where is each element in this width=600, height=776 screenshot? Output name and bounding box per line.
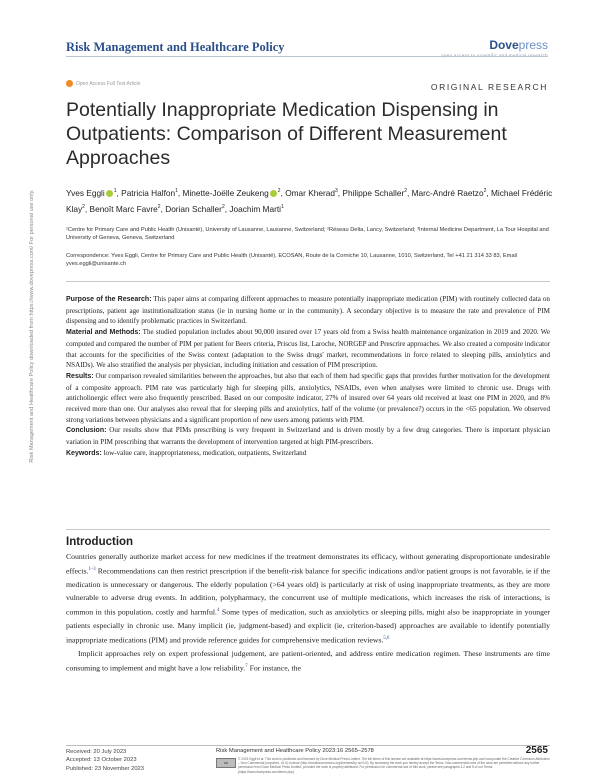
open-access-icon [66, 80, 73, 87]
author-name: Marc-André Raetzo [411, 187, 484, 198]
intro-p2-part-a: Implicit approaches rely on expert professional judgement, are patient-oriented, and address entire medication regimen. These instruments are time consuming to implement and might have a low reliability. [66, 649, 550, 673]
author[interactable] [285, 188, 338, 198]
purpose-label: Purpose of the Research: [66, 296, 152, 303]
keywords-label: Keywords: [66, 449, 102, 457]
open-access-badge [66, 80, 140, 87]
author-name: Benoît Marc Favre [89, 203, 158, 214]
citation-link[interactable]: 7 [245, 664, 248, 670]
intro-p1-part-c: Some types of medication, such as anxiolytics or sleeping pills, might also be inappropriate in younger patients especially in chronic use. Many implicit (ie, judgment-based) and explicit (ie, criterion-based) approaches are available to identify potentially inappropriate medications (PIM) and provide reference guides for comprehensive medication reviews. [66, 607, 551, 645]
results-text: Our comparison revealed similarities between the approaches, but also that each of them had specific gaps that provides further motivation for the development of a composite approach. PIM rate was particularly high for sleeping pills, anxiolytics, NSAIDs, even when analyses were limited to chronic use. Drugs with anticholinergic effect were also frequently prescribed. Based on our composite indicator, 27% of insured over 64 years old received at least one PIM in 2020, and 8% received more than one. Our analyses also reveal that for sleeping pills and anxiolytics, half of the volume (or prevalence?) occurs in the <65 population. We observed strong variations between physicians and a significant proportion of new users among patients with PIM. [66, 371, 550, 424]
open-access-label: Open Access Full Text Article [76, 80, 141, 87]
abstract-bottom-rule [66, 529, 550, 530]
author[interactable] [229, 204, 283, 214]
introduction-body [66, 550, 550, 675]
publisher-logo[interactable] [489, 38, 548, 52]
orcid-icon[interactable] [270, 190, 277, 197]
affiliation-marker: 2 [221, 203, 225, 210]
results-label: Results: [66, 372, 94, 380]
author[interactable] [66, 188, 117, 198]
citation-link[interactable]: 4 [216, 608, 220, 614]
journal-name: Risk Management and Healthcare Policy [66, 40, 285, 54]
author[interactable] [342, 188, 407, 198]
intro-p2-part-b: For instance, the [247, 663, 302, 673]
affiliation-marker: 3 [335, 188, 338, 194]
affiliation-marker: 2 [157, 203, 161, 210]
abstract-results [66, 371, 550, 426]
author-list: Yves Eggli $^1$, Patricia Halfon$^1$, Minette-Joëlle Zeukeng $^2$, Omar Kherad$^3$, Philippe Schaller$^2$, Marc-André Raetzo$^2$, Michael Frédéric Klay$^2$, Benoît Marc Favre$^2$, Dorian Schaller$^2$, Joachim Marti$^1$ [66, 187, 553, 214]
author-name: Yves Eggli [66, 187, 105, 198]
accepted-date: Accepted: 13 October 2023 [66, 757, 137, 764]
abstract-conclusion [66, 425, 550, 447]
affiliation-marker: 1 [175, 188, 178, 194]
purpose-text: This paper aims at comparing different approaches to measure potentially inappropriate medication (PIM) with routinely collected data on prescriptions, patient age institutionalization status (ie in nursing home or in the community). A secondary objective is to measure the rate and prevalence of PIM dispensing and to identify problematic practices in Switzerland. [66, 295, 550, 326]
cc-license-icon[interactable]: cc [216, 758, 236, 768]
article-type: ORIGINAL RESEARCH [430, 82, 548, 92]
methods-label: Material and Methods: [66, 329, 141, 337]
author-name: Joachim Marti [229, 203, 281, 214]
keywords-text: low-value care, inappropriateness, medication, outpatients, Switzerland [103, 448, 307, 457]
brand-bold: Dove [489, 38, 519, 52]
abstract-methods [66, 327, 550, 371]
download-side-note: Risk Management and Healthcare Policy downloaded from https://www.dovepress.com/ For personal use only. [29, 189, 35, 463]
author[interactable] [121, 188, 178, 198]
affiliations: ¹Centre for Primary Care and Public Health (Unisanté), University of Lausanne, Lausanne, Switzerland; ²Réseau Delta, Lancy, Switzerland; ³Internal Medicine Department, La Tour Hospital and University of Geneva, Geneva, Switzerland [66, 227, 549, 242]
abstract-keywords [66, 448, 550, 460]
author[interactable] [165, 204, 225, 214]
header-rule [66, 56, 548, 57]
author[interactable] [90, 204, 161, 214]
author[interactable] [183, 188, 281, 198]
intro-paragraph-2 [66, 647, 550, 675]
correspondence: Correspondence: Yves Eggli, Centre for Primary Care and Public Health (Unisanté), ECOSAN, Route de la Corniche 10, Lausanne, 1010, Switzerland, Tel +41 21 314 33 83, Email yves.eggli@unisante.ch [66, 253, 518, 268]
article-dates [66, 748, 144, 773]
published-date: Published: 23 November 2023 [66, 765, 144, 772]
author-name: Minette-Joëlle Zeukeng [182, 187, 269, 198]
affiliation-marker: 2 [483, 188, 487, 194]
author[interactable] [412, 188, 487, 198]
page-number: 2565 [525, 745, 548, 756]
author-name: Philippe Schaller [342, 187, 405, 198]
citation-link[interactable]: 1–3 [88, 567, 96, 573]
intro-p1-part-a: Countries generally authorize market access for new medicines if the treatment demonstrates its efficacy, without generating disproportionate undesirable effects. [66, 552, 550, 576]
affiliation-marker: 2 [404, 188, 407, 194]
intro-paragraph-1 [66, 550, 550, 647]
received-date: Received: 20 July 2023 [66, 749, 127, 755]
affiliation-marker: 1 [280, 203, 284, 210]
affiliation-marker: 2 [277, 188, 281, 194]
brand-light: press [518, 38, 548, 52]
methods-text: The studied population includes about 90,000 insured over 17 years old from a Swiss health maintenance organization in 2019 and 2020. We computed and compared the number of PIM per patient for Beers criteria, Priscus list, Laroche, NORGEP and Prescrire approaches. We also created a composite indicator that accounts for the specificities of the Swiss context (adaptation to the Swiss drugs' market, recommendations in force related to sleeping pills, anxiolytics and NSAIDs). We also stratified the analysis per physician, including initiation and cessation of PIM prescription. [66, 328, 551, 370]
citation-link[interactable]: 5,6 [383, 636, 390, 642]
conclusion-label: Conclusion: [66, 427, 107, 435]
author-name: Patricia Halfon [121, 187, 176, 198]
intro-p1-part-b: Recommendations can then restrict prescription if the benefit-risk balance for specific indications and/or patient groups is not favorable, ie if the medication is unnecessary or dangerous. The elderly population (>64 years old) is particularly at risk of using inappropriate treatments, as they are more vulnerable to adverse drug events. In addition, polypharmacy, the concurrent use of multiple medications, which increases the risk of interactions, is common in this population, costly and harmful. [66, 566, 550, 617]
author-name: Dorian Schaller [165, 203, 222, 214]
affiliation-marker: 1 [113, 188, 117, 194]
abstract-purpose [66, 294, 550, 327]
footer-rule [66, 745, 550, 746]
affiliation-marker: 2 [82, 203, 85, 210]
author-name: Michael Frédéric Klay [66, 187, 553, 214]
license-text: © 2023 Eggli et al. This work is published and licensed by Dove Medical Press Limited. The full terms of this license are available at https://www.dovepress.com/terms.php and incorporate the Creative Commons Attribution – Non Commercial (unported, v3.0) License (http://creativecommons.org/licenses/by-nc/3.0/). By accessing the work you hereby accept the Terms. Non-commercial uses of the work are permitted without any further permission from Dove Medical Press Limited, provided the work is properly attributed. For permission for commercial use of this work, please see paragraphs 4.2 and 5 of our Terms (https://www.dovepress.com/terms.php). [238, 757, 550, 774]
article-title: Potentially Inappropriate Medication Dispensing in Outpatients: Comparison of Different Measurement Approaches [66, 99, 507, 169]
conclusion-text: Our results show that PIMs prescribing is very frequent in Switzerland and is driven mostly by a few drug categories. There is important physician variation in PIM prescribing that warrants the development of intervention targeted at high PIM-prescribers. [66, 426, 550, 447]
abstract [66, 294, 550, 460]
author-name: Omar Kherad [285, 187, 335, 198]
abstract-top-rule [66, 281, 550, 282]
citation-line: Risk Management and Healthcare Policy 2023:16 2565–2578 [216, 748, 374, 754]
introduction-heading: Introduction [66, 536, 134, 548]
orcid-icon[interactable] [106, 190, 113, 197]
